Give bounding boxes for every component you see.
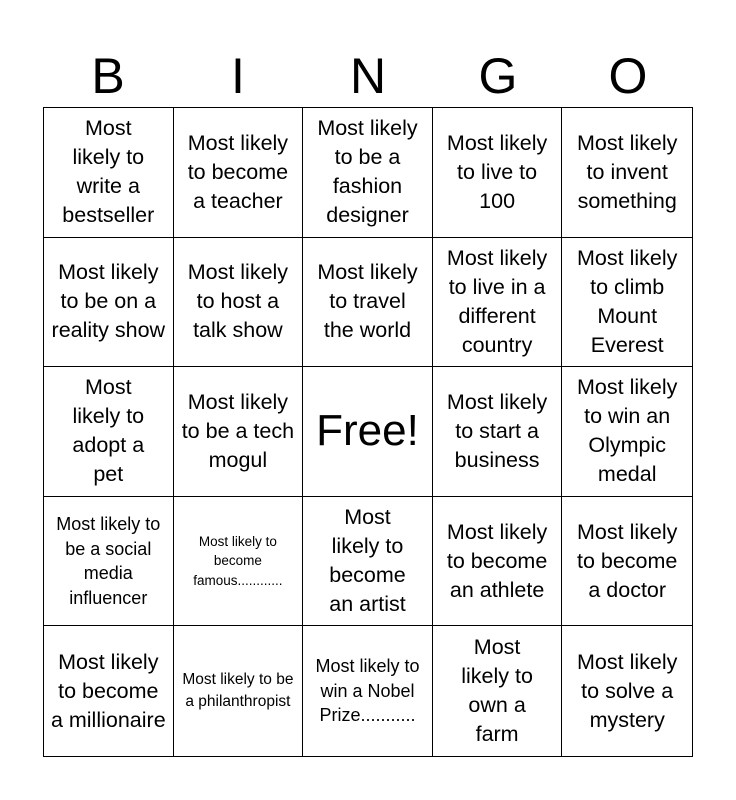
header-letter-g: G — [478, 48, 518, 104]
bingo-cell — [174, 626, 304, 756]
cell-text: Most likely to travel the world — [317, 260, 418, 343]
header-letter-n: N — [349, 48, 387, 104]
bingo-cell — [433, 238, 563, 368]
bingo-cell — [174, 108, 304, 238]
cell-text: Most likely to become a doctor — [576, 519, 678, 602]
cell-text: Most likely to host a talk show — [187, 260, 289, 343]
cell-text: Most likely to solve a mystery — [577, 649, 678, 732]
header-letter-i: I — [231, 48, 245, 104]
cell-text: Most likely to be a philanthropist — [182, 671, 294, 711]
bingo-cell — [174, 497, 304, 627]
header-letter-o: O — [608, 48, 648, 104]
cell-text: Most likely to climb Mount Everest — [577, 245, 678, 357]
free-space-text: Free! — [316, 406, 419, 456]
bingo-cell — [174, 367, 304, 497]
bingo-cell — [44, 108, 174, 238]
cell-text: Most likely to invent something — [577, 130, 678, 213]
cell-text: Most likely to start a business — [446, 389, 548, 472]
cell-text: Most likely to become a millionaire — [50, 649, 166, 732]
bingo-board — [43, 107, 693, 757]
cell-text: Most likely to win a Nobel Prize........... — [315, 656, 420, 726]
cell-text: Most likely to win an Olympic medal — [577, 375, 678, 487]
bingo-cell — [303, 238, 433, 368]
cell-text: Most likely to become famous............ — [193, 533, 283, 588]
cell-text: Most likely to become an artist — [329, 505, 406, 617]
bingo-cell — [44, 626, 174, 756]
bingo-cell — [44, 497, 174, 627]
bingo-cell — [303, 497, 433, 627]
bingo-cell — [44, 238, 174, 368]
bingo-cell — [562, 497, 692, 627]
cell-text: Most likely to adopt a pet — [72, 375, 145, 487]
cell-text: Most likely to be on a reality show — [51, 260, 166, 343]
cell-text: Most likely to be a tech mogul — [181, 389, 295, 472]
bingo-cell — [303, 626, 433, 756]
cell-text: Most likely to own a farm — [461, 635, 533, 747]
cell-text: Most likely to be a fashion designer — [317, 116, 418, 228]
bingo-cell — [303, 108, 433, 238]
bingo-cell — [562, 626, 692, 756]
cell-text: Most likely to live in a different country — [446, 245, 548, 357]
header-letter-b: B — [91, 48, 125, 104]
bingo-cell — [433, 108, 563, 238]
bingo-cell — [562, 238, 692, 368]
cell-text: Most likely to live to 100 — [446, 130, 548, 213]
bingo-header — [43, 46, 693, 106]
bingo-cell — [174, 238, 304, 368]
free-space-cell — [303, 367, 433, 497]
bingo-cell — [562, 367, 692, 497]
bingo-cell — [562, 108, 692, 238]
cell-text: Most likely to become a teacher — [187, 130, 289, 213]
bingo-cell — [44, 367, 174, 497]
cell-text: Most likely to write a bestseller — [62, 116, 155, 228]
bingo-cell — [433, 497, 563, 627]
cell-text: Most likely to be a social media influencer — [56, 514, 161, 608]
bingo-cell — [433, 367, 563, 497]
bingo-cell — [433, 626, 563, 756]
cell-text: Most likely to become an athlete — [446, 519, 548, 602]
